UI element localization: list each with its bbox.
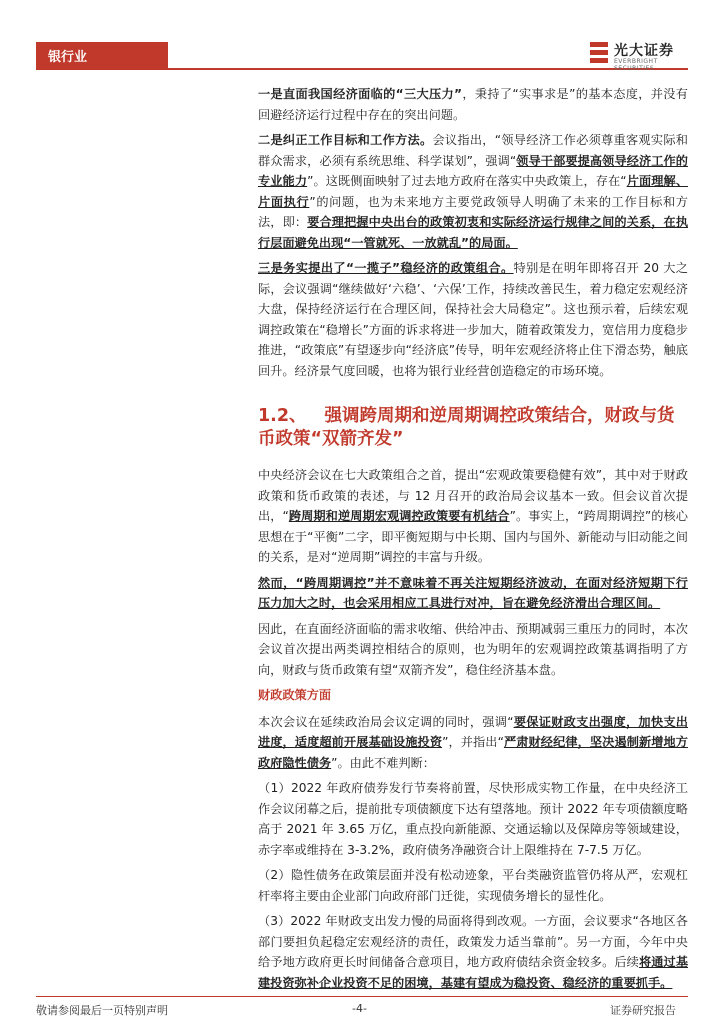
paragraph-1: [258, 84, 688, 125]
paragraph-4-text-b: ”。事实上，“跨周期调控”的核心思想在于“平衡”二字，即平衡短期与中长期、国内与国外、新能动与旧动能之间的关系，是对“逆周期”调控的丰富与升级。: [258, 509, 688, 564]
paragraph-8-text: （1）2022 年政府债券发行节奏将前置，尽快形成实物工作量，在中央经济工作会议闭幕之后，提前批专项债额度下达有望落地。预计 2022 年专项债额度略高于 2021 年 3.65 万亿，重点投向新能源、交通运输以及保障房等领域建设，赤字率或维持在 3-3.2%，政府债务净融资合计上限维持在 7-7.5 万亿。: [258, 781, 688, 857]
logo-name: 光大证券: [614, 43, 674, 59]
paragraph-2-lead: 二是纠正工作目标和工作方法。: [258, 133, 433, 147]
paragraph-1-text: ，秉持了“实事求是”的基本态度，并没有回避经济运行过程中存在的突出问题。: [258, 87, 688, 122]
paragraph-3: [258, 258, 688, 381]
section-number: 1.2、: [258, 406, 307, 426]
paragraph-9-text: （2）隐性债务在政策层面并没有松动迹象，平台类融资监管仍将从严，宏观杠杆率将主要由企业部门向政府部门迁徙，实现债务增长的显性化。: [258, 868, 688, 903]
paragraph-4-text-a: 中央经济会议在七大政策组合之首，提出“宏观政策要稳健有效”，其中对于财政政策和货币政策的表述，与 12 月召开的政治局会议基本一致。但会议首次提出，“: [258, 468, 688, 523]
paragraph-10: [258, 911, 688, 993]
paragraph-5: [258, 573, 688, 614]
paragraph-10-highlight: 将通过基建投资弥补企业投资不足的困境，基建有望成为稳投资、稳经济的重要抓手。: [258, 955, 689, 990]
paragraph-2-highlight-c: 要合理把握中央出台的政策初衷和实际经济运行规律之间的关系，在执行层面避免出现“一管就死、一放就乱”的局面。: [258, 215, 689, 250]
paragraph-8: [258, 778, 688, 860]
paragraph-7-highlight-b: 严肃财经纪律，坚决遏制新增地方政府隐性债务: [258, 735, 688, 770]
footer-rule: [36, 996, 688, 997]
section-heading: [258, 405, 688, 451]
paragraph-2: [258, 130, 688, 253]
paragraph-7: [258, 712, 688, 774]
paragraph-2-text-c: ”的问题，也为未来地方主要党政领导人明确了未来的工作目标和方法，即：: [258, 194, 688, 229]
paragraph-2-text-a: 会议指出，“领导经济工作必须尊重客观实际和群众需求，必须有系统思维、科学谋划”，强调“: [258, 133, 688, 168]
footer-disclaimer: 敬请参阅最后一页特别声明: [36, 1004, 168, 1017]
company-logo: [590, 40, 700, 72]
paragraph-6-text: 因此，在直面经济面临的需求收缩、供给冲击、预期减弱三重压力的同时，本次会议首次提出两类调控相结合的原则，也为明年的宏观调控政策基调指明了方向，财政与货币政策有望“双箭齐发”，稳住经济基本盘。: [258, 621, 688, 677]
paragraph-4-highlight: 跨周期和逆周期宏观调控政策要有机结合: [288, 509, 510, 523]
paragraph-10-text: （3）2022 年财政支出发力慢的局面将得到改观。一方面，会议要求“各地区各部门要担负起稳定宏观经济的责任，政策发力适当靠前”。另一方面，今年中央给予地方政府更长时间储备合意项目，地方政府债结余资金较多。后续: [258, 914, 688, 969]
header-rule: [36, 68, 688, 70]
paragraph-7-text-c: ”。由此不难判断：: [331, 755, 435, 770]
paragraph-3-lead: 三是务实提出了“一揽子”稳经济的政策组合。: [258, 261, 514, 275]
logo-subtitle: EVERBRIGHT SECURITIES: [614, 58, 658, 72]
paragraph-4: [258, 465, 688, 568]
paragraph-7-text-b: ”，并指出“: [442, 735, 504, 749]
section-title: 强调跨周期和逆周期调控政策结合，财政与货币政策“双箭齐发”: [258, 406, 675, 449]
paragraph-3-text: 特别是在明年即将召开 20 大之际，会议强调“继续做好‘六稳’、‘六保’工作，持续改善民生，着力稳定宏观经济大盘，保持经济运行在合理区间，保持社会大局稳定”。这也预示着，后续宏观调控政策在“稳增长”方面的诉求将进一步加大，随着政策发力，宽信用力度稳步推进，“政策底”有望逐步向“经济底”传导，明年宏观经济将止住下滑态势，触底回升。经济景气度回暖，也将为银行业经营创造稳定的市场环境。: [258, 261, 688, 378]
paragraph-7-text-a: 本次会议在延续政治局会议定调的同时，强调“: [258, 714, 514, 729]
paragraph-6: [258, 619, 688, 681]
subheading-fiscal: 财政政策方面: [258, 688, 332, 702]
logo-mark-icon: [590, 42, 608, 64]
page-number: -4-: [352, 1002, 367, 1015]
paragraph-2-highlight-b: 片面理解、片面执行: [258, 174, 689, 209]
paragraph-5-highlight: 然而，“跨周期调控”并不意味着不再关注短期经济波动，在面对经济短期下行压力加大之时，也会采用相应工具进行对冲，旨在避免经济滑出合理区间。: [258, 575, 688, 610]
paragraph-2-highlight-a: 领导干部要提高领导经济工作的专业能力: [258, 153, 688, 188]
paragraph-7-highlight-a: 要保证财政支出强度，加快支出进度，适度超前开展基础设施投资: [258, 714, 688, 749]
paragraph-2-text-b: ”。这既侧面映射了过去地方政府在落实中央政策上，存在“: [307, 174, 627, 188]
section-tab: [36, 42, 168, 68]
report-body: [258, 84, 688, 998]
section-tab-label: 银行业: [48, 50, 88, 65]
footer-report-type: 证券研究报告: [610, 1004, 676, 1017]
paragraph-9: [258, 865, 688, 906]
paragraph-1-lead: 一是直面我国经济面临的“三大压力”: [258, 87, 463, 101]
